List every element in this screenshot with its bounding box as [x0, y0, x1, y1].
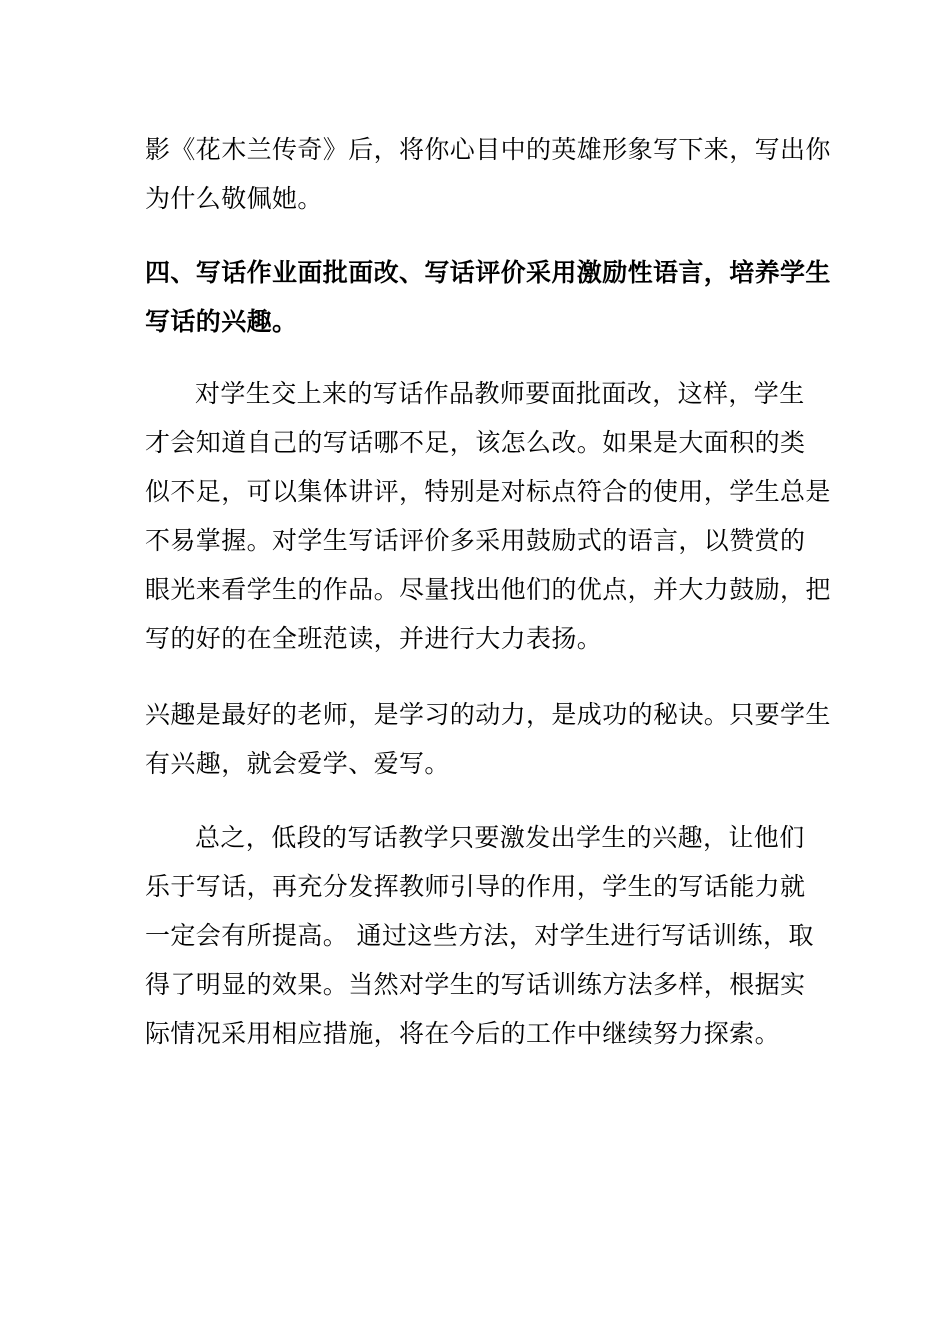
text-line: 总之，低段的写话教学只要激发出学生的兴趣，让他们	[195, 823, 805, 852]
text-line: 为什么敬佩她。	[145, 184, 323, 213]
heading-line: 四、写话作业面批面改、写话评价采用激励性语言，培养学生	[145, 258, 831, 287]
text-line: 才会知道自己的写话哪不足，该怎么改。如果是大面积的类	[145, 428, 806, 457]
paragraph-interest	[145, 690, 831, 788]
text-line: 对学生交上来的写话作品教师要面批面改，这样，学生	[195, 379, 805, 408]
text-line: 兴趣是最好的老师，是学习的动力，是成功的秘诀。只要学生	[145, 700, 831, 729]
text-line: 乐于写话，再充分发挥教师引导的作用，学生的写话能力就	[145, 872, 806, 901]
text-line: 眼光来看学生的作品。尽量找出他们的优点，并大力鼓励，把	[145, 575, 831, 604]
text-line: 有兴趣，就会爱学、爱写。	[145, 749, 450, 778]
text-line: 际情况采用相应措施，将在今后的工作中继续努力探索。	[145, 1019, 781, 1048]
text-line: 影《花木兰传奇》后，将你心目中的英雄形象写下来，写出你	[145, 135, 831, 164]
section-heading-four	[145, 248, 831, 346]
paragraph-conclusion	[145, 813, 814, 1058]
text-line: 一定会有所提高。 通过这些方法，对学生进行写话训练，取	[145, 921, 814, 950]
text-line: 似不足，可以集体讲评，特别是对标点符合的使用，学生总是	[145, 477, 831, 506]
heading-line: 写话的兴趣。	[145, 307, 298, 336]
paragraph-heroine-assignment	[145, 125, 831, 223]
text-line: 得了明显的效果。当然对学生的写话训练方法多样，根据实	[145, 970, 806, 999]
text-line: 不易掌握。对学生写话评价多采用鼓励式的语言，以赞赏的	[145, 526, 806, 555]
paragraph-face-to-face-correction	[145, 369, 831, 663]
text-line: 写的好的在全班范读，并进行大力表扬。	[145, 624, 603, 653]
